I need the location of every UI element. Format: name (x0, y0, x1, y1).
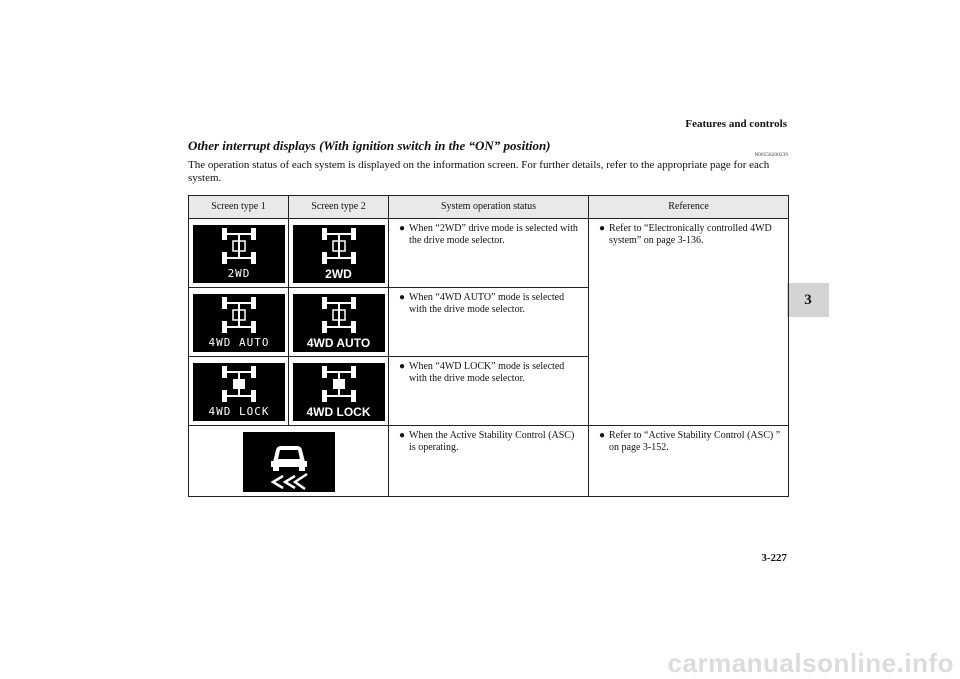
column-header: Screen type 1 (189, 196, 289, 219)
bullet-icon: ● (399, 361, 406, 372)
section-title: Other interrupt displays (With ignition switch in the “ON” position) (188, 138, 551, 153)
screen-label: 4WD LOCK (208, 405, 270, 418)
bullet-icon: ● (399, 292, 406, 303)
drivetrain-icon (219, 297, 259, 335)
status-text: When “4WD LOCK” mode is selected with the drive mode selector. (409, 361, 565, 384)
screen-label: 2WD (325, 267, 352, 281)
drivetrain-locked-icon (319, 366, 359, 404)
bullet-icon: ● (599, 430, 606, 441)
screen-label: 4WD LOCK (306, 405, 371, 419)
table-header-row (189, 196, 789, 219)
drivetrain-icon (219, 228, 259, 266)
screen-label: 2WD (227, 267, 251, 280)
screen-type2-2wd-display (293, 225, 385, 283)
drivetrain-locked-icon (219, 366, 259, 404)
section-code: N00558200239 (754, 153, 788, 158)
drivetrain-icon (319, 297, 359, 335)
skidding-car-icon (243, 432, 335, 492)
status-text: When “2WD” drive mode is selected with the drive mode selector. (409, 223, 578, 246)
screen-label: 4WD AUTO (208, 336, 270, 349)
intro-paragraph: The operation status of each system is displayed on the information screen. For further details, refer to the appropriate page for each system. (188, 159, 770, 184)
screen-type1-2wd-display (193, 225, 285, 283)
asc-indicator-display (243, 432, 335, 492)
screen-type2-4wd-auto-display (293, 294, 385, 352)
drivetrain-icon (319, 228, 359, 266)
reference-text: Refer to “Active Stability Control (ASC) ” on page 3-152. (609, 430, 781, 453)
page-number: 3-227 (761, 552, 787, 564)
table-row (189, 426, 789, 497)
column-header: Reference (589, 196, 789, 219)
table-row (189, 219, 789, 288)
watermark[interactable]: carmanualsonline.info (667, 648, 954, 678)
bullet-icon: ● (399, 430, 406, 441)
interrupt-display-table (188, 195, 789, 497)
running-header: Features and controls (685, 118, 787, 130)
screen-type2-4wd-lock-display (293, 363, 385, 421)
status-text: When the Active Stability Control (ASC) is operating. (409, 430, 575, 453)
bullet-icon: ● (399, 223, 406, 234)
column-header: Screen type 2 (289, 196, 389, 219)
chapter-tab: 3 (787, 283, 829, 317)
bullet-icon: ● (599, 223, 606, 234)
screen-type1-4wd-lock-display (193, 363, 285, 421)
screen-label: 4WD AUTO (306, 336, 371, 350)
reference-text: Refer to “Electronically controlled 4WD system” on page 3-136. (609, 223, 772, 246)
column-header: System operation status (389, 196, 589, 219)
status-text: When “4WD AUTO” mode is selected with the drive mode selector. (409, 292, 565, 315)
screen-type1-4wd-auto-display (193, 294, 285, 352)
